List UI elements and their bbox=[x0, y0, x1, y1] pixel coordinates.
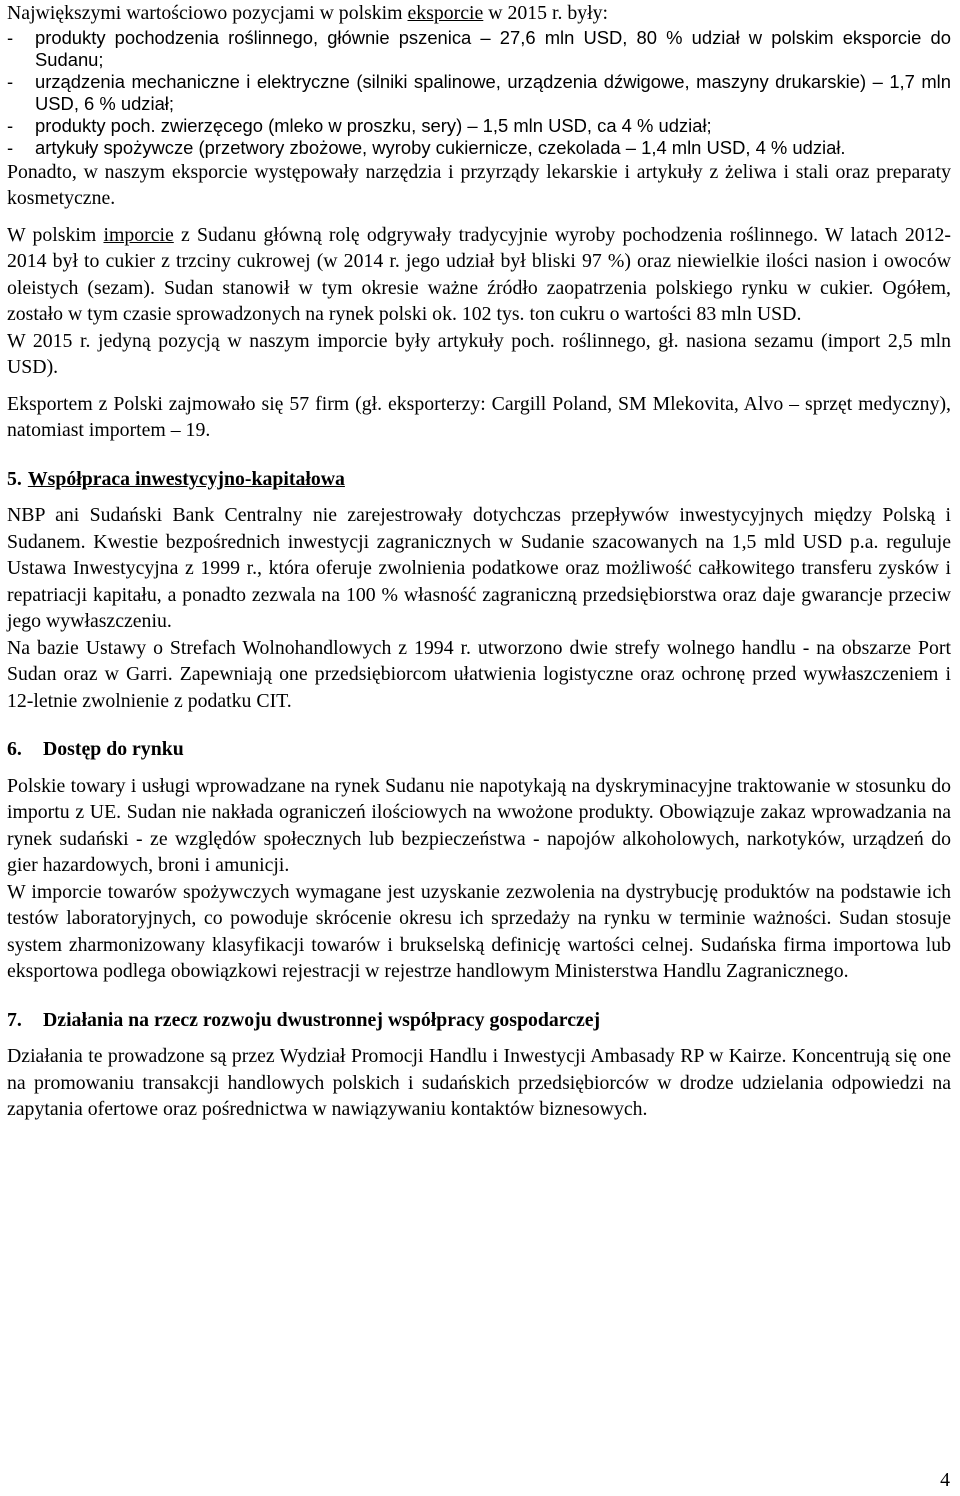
import-link[interactable]: imporcie bbox=[103, 223, 174, 246]
section-7-paragraph-1: Działania te prowadzone są przez Wydział Promocji Handlu i Inwestycji Ambasady RP w Kairze. Koncentrują się one na promowaniu transakcji handlowych polskich i sudańskich przedsiębiorców w drodze udzielania odpowiedzi na zapytania ofertowe oraz pośrednictwa w nawiązywaniu kontaktów biznesowych. bbox=[7, 1045, 951, 1120]
firms-paragraph: Eksportem z Polski zajmowało się 57 firm (gł. eksporterzy: Cargill Poland, SM Mlekovita, Alvo – sprzęt medyczny), natomiast importem – 19. bbox=[7, 392, 951, 441]
section-6-paragraph-1: Polskie towary i usługi wprowadzane na rynek Sudanu nie napotykają na dyskryminacyjne traktowanie w stosunku do importu z UE. Sudan nie nakłada ograniczeń ilościowych na wwożone produkty. Obowiązuje zakaz wprowadzania na rynek sudański - ze względów społecznych lub bezpieczeństwa - napojów alkoholowych, narkotyków, urządzeń do gier hazardowych, broni i amunicji. bbox=[7, 774, 951, 876]
list-item bbox=[7, 137, 951, 159]
eksport-link[interactable]: eksporcie bbox=[407, 2, 484, 24]
import-paragraph bbox=[7, 222, 951, 328]
list-item bbox=[7, 71, 951, 115]
section-5-paragraph-2: Na bazie Ustawy o Strefach Wolnohandlowych z 1994 r. utworzono dwie strefy wolnego handlu - na obszarze Port Sudan oraz w Garri. Zapewniają one przedsiębiorcom ułatwienia logistyczne oraz ochronę przed wywłaszczeniem i 12-letnie zwolnienie z podatku CIT. bbox=[7, 636, 951, 712]
import-text-start: W polskim bbox=[7, 223, 104, 246]
page-number: 4 bbox=[940, 1469, 950, 1491]
list-item bbox=[7, 27, 951, 71]
section-7-number: 7. bbox=[7, 1008, 22, 1031]
list-item bbox=[7, 115, 951, 137]
intro-line bbox=[7, 0, 951, 27]
intro-text-end: w 2015 r. były: bbox=[483, 2, 609, 24]
section-7-heading bbox=[7, 1007, 951, 1034]
list-item-text: produkty poch. zwierzęcego (mleko w proszku, sery) – 1,5 mln USD, ca 4 % udział; bbox=[35, 114, 712, 136]
list-item-text: urządzenia mechaniczne i elektryczne (silniki spalinowe, urządzenia dźwigowe, maszyny drukarskie) – 1,7 mln USD, 6 % udział; bbox=[35, 70, 951, 114]
list-dash: - bbox=[7, 26, 14, 48]
intro-text: Największymi wartościowo pozycjami w polskim bbox=[7, 2, 408, 24]
section-5-number: 5. bbox=[7, 467, 22, 490]
import-2015-paragraph: W 2015 r. jedyną pozycją w naszym imporcie były artykuły poch. roślinnego, gł. nasiona sezamu (import 2,5 mln USD). bbox=[7, 329, 951, 378]
list-item-text: artykuły spożywcze (przetwory zbożowe, wyroby cukiernicze, czekolada – 1,4 mln USD, 4 % udział. bbox=[35, 136, 846, 158]
section-5-heading bbox=[7, 466, 951, 493]
list-dash: - bbox=[7, 136, 14, 158]
section-6-paragraph-2: W imporcie towarów spożywczych wymagane jest uzyskanie zezwolenia na dystrybucję produktów na podstawie ich testów laboratoryjnych, co powoduje skrócenie okresu ich sprzedaży na rynku w terminie ważności. Sudan stosuje system zharmonizowany klasyfikacji towarów i brukselską definicję wartości celnej. Sudańska firma importowa lub eksportowa podlega obowiązkowi rejestracji w rejestrze handlowym Ministerstwa Handlu Zagranicznego. bbox=[7, 880, 951, 982]
section-6-heading bbox=[7, 736, 951, 763]
section-6-number: 6. bbox=[7, 738, 22, 760]
ponadto-paragraph: Ponadto, w naszym eksporcie występowały narzędzia i przyrządy lekarskie i artykuły z żeliwa i stali oraz preparaty kosmetyczne. bbox=[7, 160, 951, 209]
list-item-text: produkty pochodzenia roślinnego, głównie pszenica – 27,6 mln USD, 80 % udział w polskim eksporcie do Sudanu; bbox=[35, 26, 951, 70]
list-dash: - bbox=[7, 114, 14, 136]
section-6-title: Dostęp do rynku bbox=[43, 738, 184, 760]
section-5-title: Współpraca inwestycyjno-kapitałowa bbox=[27, 467, 345, 490]
import-text-rest: z Sudanu główną rolę odgrywały tradycyjnie wyroby pochodzenia roślinnego. W latach 2012-2014 był to cukier z trzciny cukrowej (w 2014 r. jego udział był bliski 97 %) oraz niewielkie ilości nasion i owoców oleistych (sezam). Sudan stanowił w tym okresie ważne źródło zaopatrzenia polskiego rynku w cukier. Ogółem, zostało w tym czasie sprowadzonych na rynek polski ok. 102 tys. ton cukru o wartości 83 mln USD. bbox=[7, 223, 952, 325]
section-7-title: Działania na rzecz rozwoju dwustronnej współpracy gospodarczej bbox=[43, 1008, 601, 1031]
export-list bbox=[7, 27, 951, 159]
section-5-paragraph-1: NBP ani Sudański Bank Centralny nie zarejestrowały dotychczas przepływów inwestycyjnych między Polską i Sudanem. Kwestie bezpośrednich inwestycji zagranicznych w Sudanie szacowanych na 1,5 mld USD p.a. reguluje Ustawa Inwestycyjna z 1999 r., która oferuje zwolnienia podatkowe oraz możliwość całkowitego transferu zysków i repatriacji kapitału, a ponadto zezwala na 100 % własność zagraniczną przedsiębiorstwa oraz daje gwarancje przeciw jego wywłaszczeniu. bbox=[7, 504, 951, 632]
list-dash: - bbox=[7, 70, 14, 92]
